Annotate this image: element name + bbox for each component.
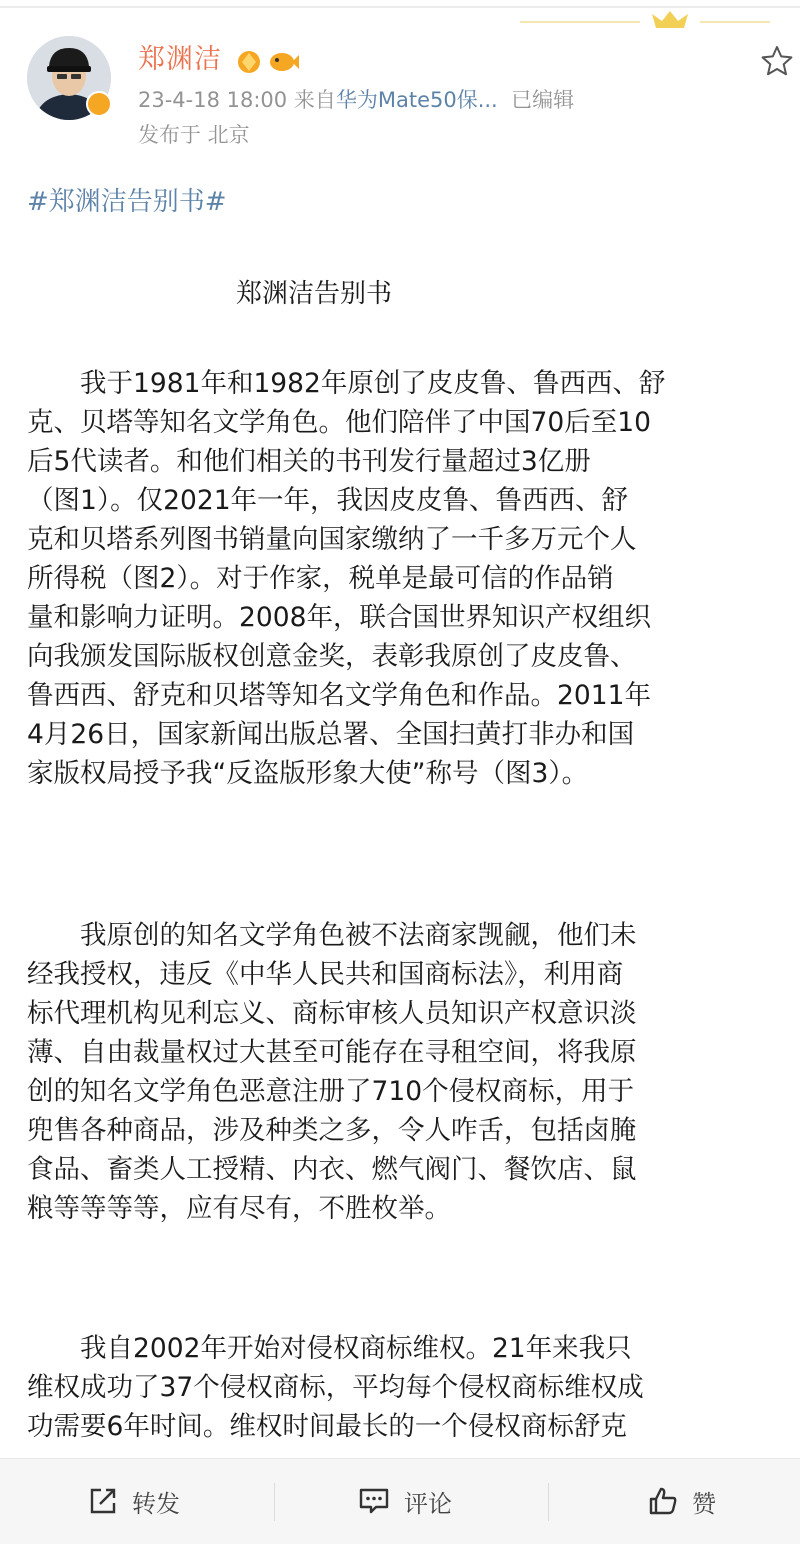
text-line: 我于1981年和1982年原创了皮皮鲁、鲁西西、舒 bbox=[27, 368, 666, 399]
text-line: 我原创的知名文学角色被不法商家觊觎，他们未 bbox=[27, 920, 637, 951]
like-button[interactable] bbox=[648, 1481, 716, 1521]
text-line: 鲁西西、舒克和贝塔等知名文学角色和作品。2011年 bbox=[27, 680, 651, 711]
hashtag-link[interactable]: #郑渊洁告别书# bbox=[27, 187, 227, 217]
paragraph-3 bbox=[27, 1329, 799, 1446]
text-line: 我自2002年开始对侵权商标维权。21年来我只 bbox=[27, 1333, 632, 1364]
text-line: 食品、畜类人工授精、内衣、燃气阀门、餐饮店、鼠 bbox=[27, 1154, 637, 1185]
text-line: 兜售各种商品，涉及种类之多，令人咋舌，包括卤腌 bbox=[27, 1115, 637, 1146]
post-title: 郑渊洁告别书 bbox=[236, 279, 393, 309]
comment-button[interactable] bbox=[358, 1481, 452, 1521]
action-divider bbox=[274, 1483, 275, 1521]
repost-icon bbox=[88, 1486, 118, 1516]
text-line: 经我授权，违反《中华人民共和国商标法》，利用商 bbox=[27, 959, 624, 990]
like-label: 赞 bbox=[692, 1489, 716, 1518]
post-source[interactable]: 华为Mate50保... bbox=[335, 88, 498, 112]
action-divider bbox=[548, 1483, 549, 1521]
fish-badge-icon bbox=[270, 53, 299, 71]
text-line: 克和贝塔系列图书销量向国家缴纳了一千多万元个人 bbox=[27, 524, 637, 555]
text-line: 所得税（图2）。对于作家，税单是最可信的作品销 bbox=[27, 563, 614, 594]
post-meta bbox=[138, 84, 574, 116]
text-line: 创的知名文学角色恶意注册了710个侵权商标，用于 bbox=[27, 1076, 635, 1107]
author-name[interactable]: 郑渊洁 bbox=[138, 44, 222, 75]
medal-badge-icon bbox=[238, 51, 260, 73]
text-line: 维权成功了37个侵权商标，平均每个侵权商标维权成 bbox=[27, 1372, 644, 1403]
thumbs-up-icon bbox=[648, 1486, 678, 1516]
text-line: 功需要6年时间。维权时间最长的一个侵权商标舒克 bbox=[27, 1411, 627, 1442]
star-icon[interactable] bbox=[760, 44, 794, 78]
crown-decoration-icon bbox=[520, 8, 770, 34]
comment-icon bbox=[358, 1486, 390, 1516]
post-time: 23-4-18 18:00 来自 bbox=[138, 88, 336, 112]
paragraph-2 bbox=[27, 916, 799, 1228]
text-line: 家版权局授予我“反盗版形象大使”称号（图3）。 bbox=[27, 758, 589, 789]
verified-badge-icon bbox=[86, 91, 112, 117]
text-line: 4月26日，国家新闻出版总署、全国扫黄打非办和国 bbox=[27, 719, 635, 750]
repost-label: 转发 bbox=[132, 1489, 180, 1518]
comment-label: 评论 bbox=[404, 1489, 452, 1518]
text-line: 量和影响力证明。2008年，联合国世界知识产权组织 bbox=[27, 602, 651, 633]
text-line: 克、贝塔等知名文学角色。他们陪伴了中国70后至10 bbox=[27, 407, 651, 438]
paragraph-1 bbox=[27, 364, 799, 793]
text-line: 薄、自由裁量权过大甚至可能存在寻租空间，将我原 bbox=[27, 1037, 637, 1068]
edited-label[interactable]: 已编辑 bbox=[511, 88, 575, 112]
author-badges bbox=[236, 46, 300, 76]
text-line: 后5代读者。和他们相关的书刊发行量超过3亿册 bbox=[27, 446, 591, 477]
text-line: 标代理机构见利忘义、商标审核人员知识产权意识淡 bbox=[27, 998, 637, 1029]
text-line: 粮等等等等，应有尽有，不胜枚举。 bbox=[27, 1193, 451, 1224]
text-line: （图1）。仅2021年一年，我因皮皮鲁、鲁西西、舒 bbox=[27, 485, 629, 516]
repost-button[interactable] bbox=[88, 1481, 180, 1521]
text-line: 向我颁发国际版权创意金奖，表彰我原创了皮皮鲁、 bbox=[27, 641, 637, 672]
post-location: 发布于 北京 bbox=[138, 123, 250, 147]
action-bar bbox=[0, 1458, 800, 1544]
